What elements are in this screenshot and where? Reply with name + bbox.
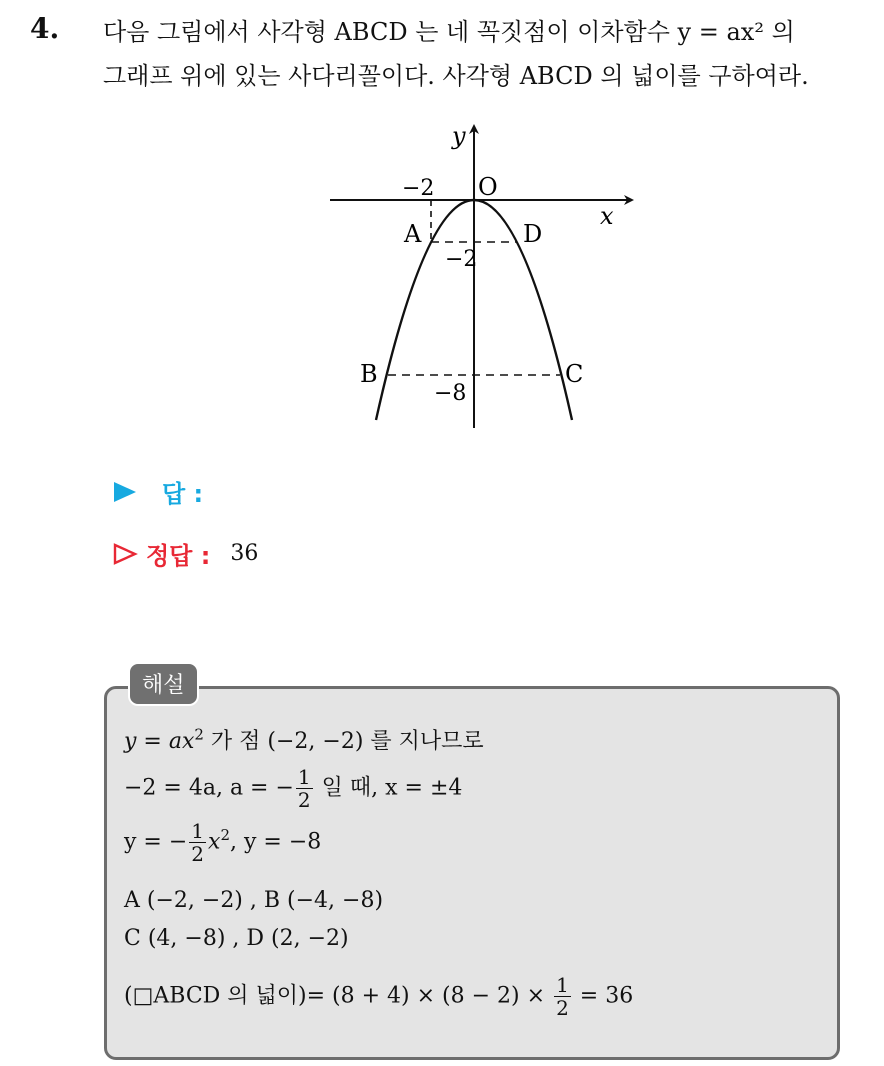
x-axis-label: x — [600, 202, 614, 230]
correct-answer-label: 정답 : — [146, 542, 211, 570]
parabola-graph — [320, 118, 640, 438]
fraction-half — [296, 766, 313, 811]
solution-line-4: A (−2, −2) , B (−4, −8) — [124, 888, 384, 913]
question-line-1: 다음 그림에서 사각형 ABCD 는 네 꼭짓점이 이차함수 y = ax² 의 — [103, 18, 795, 46]
question-line-2: 그래프 위에 있는 사다리꼴이다. 사각형 ABCD 의 넓이를 구하여라. — [103, 62, 809, 90]
fraction-denominator: 2 — [556, 996, 569, 1020]
y-axis-label: y — [452, 122, 466, 150]
question-text — [103, 10, 873, 98]
solution-l1-sup: 2 — [194, 725, 204, 744]
point-a-label: A — [404, 220, 422, 248]
fraction-denominator: 2 — [191, 842, 205, 866]
fraction-numerator: 1 — [556, 973, 569, 997]
solution-l3-rest: , y = −8 — [230, 829, 322, 855]
point-d-label: D — [523, 220, 543, 248]
answer-label: 답 : — [162, 480, 204, 508]
solution-l1-expr: y = ax — [124, 729, 195, 754]
solution-l6-post: = 36 — [572, 983, 634, 1009]
tick-label-y-neg2: −2 — [445, 247, 478, 272]
fraction-numerator: 1 — [297, 765, 311, 789]
solution-l2-post: 일 때, x = ±4 — [314, 775, 463, 801]
tick-label-x-neg2: −2 — [402, 176, 435, 201]
solution-line-1 — [124, 724, 484, 755]
answer-row — [112, 474, 203, 509]
question-number: 4. — [30, 12, 60, 45]
point-b-label: B — [360, 360, 378, 388]
tick-label-y-neg8: −8 — [434, 381, 467, 406]
solution-l6-pre: (□ABCD 의 넓이)= (8 + 4) × (8 − 2) × — [124, 983, 553, 1009]
point-c-label: C — [565, 360, 584, 388]
correct-answer-row — [112, 536, 258, 571]
solution-tag: 해설 — [128, 662, 199, 706]
fraction-half — [189, 820, 206, 865]
fraction-half — [554, 974, 571, 1019]
solution-l3-post: x — [208, 829, 221, 855]
origin-label: O — [478, 173, 498, 201]
solution-line-2 — [124, 766, 462, 811]
solution-line-6 — [124, 974, 633, 1019]
solution-l3-pre: y = − — [124, 829, 188, 855]
correct-answer-value: 36 — [230, 541, 259, 566]
solution-l3-sup: 2 — [220, 826, 230, 845]
filled-triangle-icon — [112, 480, 138, 504]
fraction-numerator: 1 — [191, 819, 205, 843]
solution-line-5: C (4, −8) , D (2, −2) — [124, 926, 349, 951]
solution-line-3 — [124, 820, 321, 865]
fraction-denominator: 2 — [297, 788, 311, 812]
solution-l1-rest: 가 점 (−2, −2) 를 지나므로 — [203, 729, 484, 754]
outline-triangle-icon — [112, 542, 138, 566]
solution-l2-pre: −2 = 4a, a = − — [124, 775, 294, 801]
